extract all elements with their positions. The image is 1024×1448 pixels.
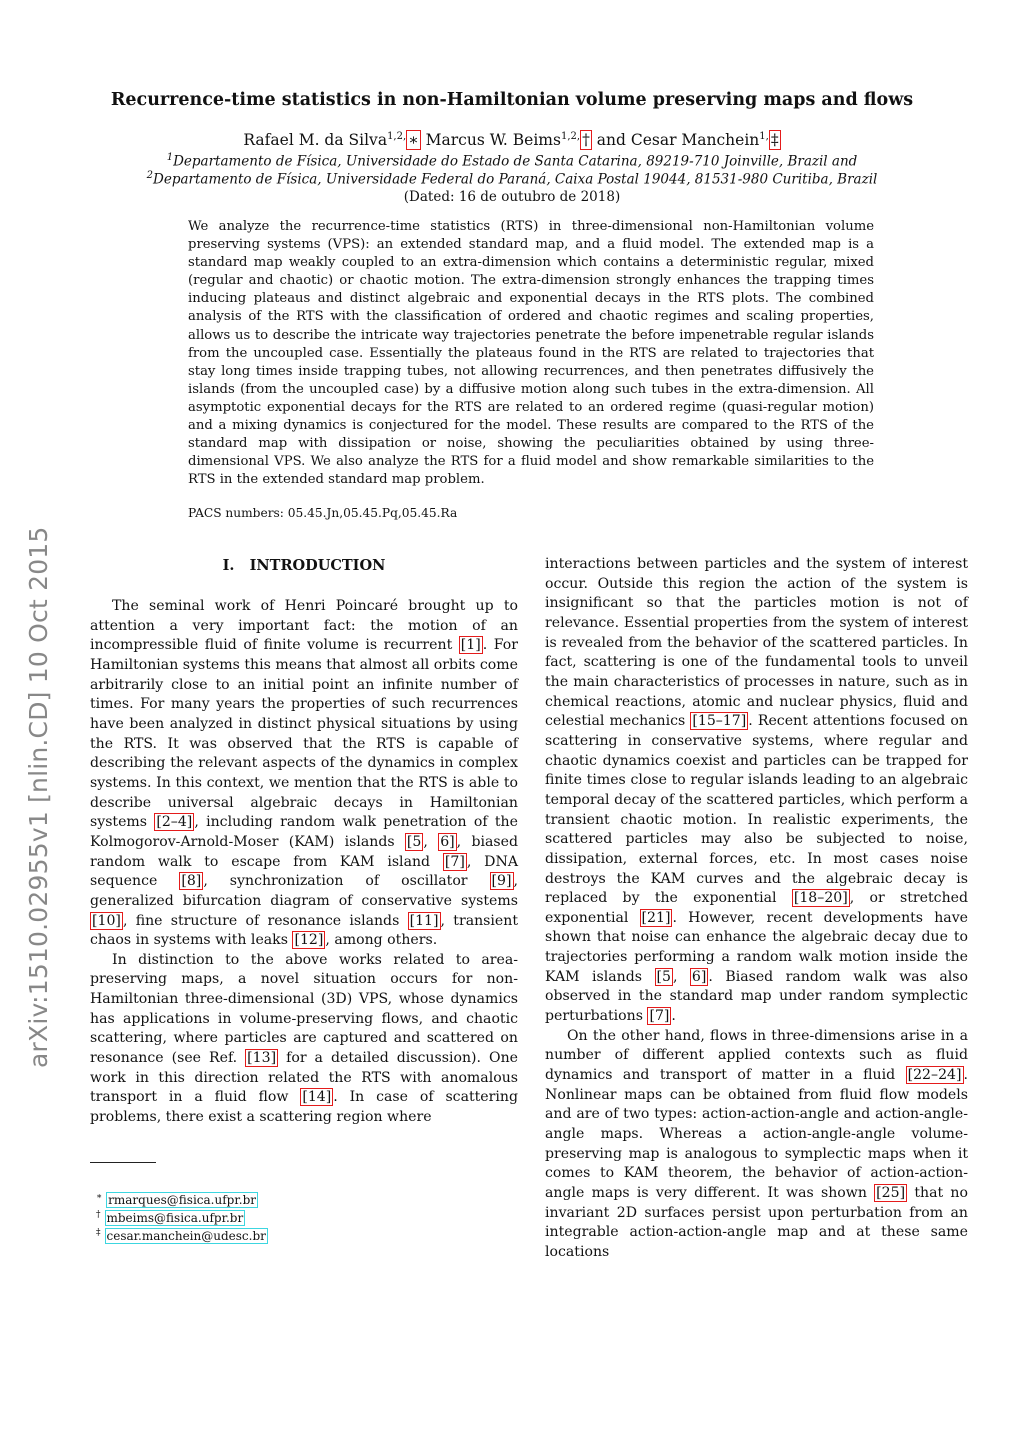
- citation-link[interactable]: [14]: [302, 1089, 332, 1106]
- citation-link[interactable]: [7]: [444, 853, 465, 870]
- citation-link[interactable]: [18–20]: [793, 890, 848, 907]
- citation-link[interactable]: [5: [656, 968, 671, 985]
- email-link[interactable]: rmarques@fisica.ufpr.br: [108, 1193, 256, 1207]
- arxiv-watermark: arXiv:1510.02955v1 [nlin.CD] 10 Oct 2015: [24, 526, 53, 1068]
- citation-link[interactable]: [11]: [409, 912, 439, 929]
- citation-link[interactable]: [25]: [876, 1185, 906, 1201]
- citation-link[interactable]: [7]: [649, 1008, 670, 1025]
- affiliation-text: Departamento de Física, Universidade Federal do Paraná, Caixa Postal 19044, 81531-980 Curitiba, Brazil: [153, 171, 878, 188]
- author-email-link[interactable]: †: [582, 131, 590, 150]
- author-affil-sup: 1,2,: [387, 131, 407, 142]
- footnote-mark: †: [96, 1210, 101, 1220]
- author-conjunction: and: [596, 131, 626, 150]
- date-line: (Dated: 16 de outubro de 2018): [403, 189, 621, 205]
- affiliation-number: 1: [166, 152, 174, 163]
- affiliation-text: Departamento de Física, Universidade do Estado de Santa Catarina, 89219-710 Joinville, Brazil and: [173, 153, 858, 170]
- affiliation-number: 2: [146, 170, 154, 181]
- section-heading: [90, 557, 518, 574]
- author-name: Cesar Manchein: [630, 131, 760, 150]
- left-column: [90, 597, 518, 1128]
- paragraph: On the other hand, flows in three-dimensions arise in a number of different applied contexts such as fluid dynamics and transport of matter in a fluid [22–24] . Nonlinear maps can be obtained from fluid flow models and are of two types: action-action-angle and action-angle-angle maps. Whereas a action-angle-angle volume-preserving map is analogous to symplectic maps when it comes to KAM theorem, the behavior of action-action-angle maps is very different. It was shown [25] that no invariant 2D surfaces persist upon perturbation from an integrable action-action-angle map and at these same locations: [545, 1027, 968, 1260]
- paragraph: interactions between particles and the system of interest occur. Outside this region the action of the system is insignificant so that the particles motion is not of relevance. Essential properties from the system of interest is revealed from the behavior of the scattered particles. In fact, scattering is one of the fundamental tools to unveil the main characteristics of processes in nature, such as in chemical reactions, atomic and nuclear physics, fluid and celestial mechanics [15–17] . Recent attentions focused on scattering in conservative systems, where regular and chaotic dynamics coexist and particles can be trapped for finite times close to regular islands leading to an algebraic temporal decay of the scattered particles, which perform a transient chaotic motion. In realistic experiments, the scattered particles may also be subjected to noise, dissipation, external forces, etc. In most cases noise destroys the KAM curves and the algebraic decay is replaced by the exponential [18–20] , or stretched exponential [21] . However, recent developments have shown that noise can enhance the algebraic decay due to trajectories performing a random walk motion inside the KAM islands [5 , 6] . Biased random walk was also observed in the standard map under random symplectic perturbations [7] .: [545, 556, 969, 1025]
- paragraph: The seminal work of Henri Poincaré brought up to attention a very important fact: the motion of an incompressible fluid of finite volume is recurrent [1] . For Hamiltonian systems this means that almost all orbits come arbitrarily close to an initial point an infinite number of times. For many years the properties of such recurrences have been analyzed in distinct physical situations by using the RTS. It was observed that the RTS is capable of describing the relevant aspects of the dynamics in complex systems. In this context, we mention that the RTS is able to describe universal algebraic decays in Hamiltonian systems [2–4] , including random walk penetration of the Kolmogorov-Arnold-Moser (KAM) islands [5 , 6] , biased random walk to escape from KAM island [7] , DNA sequence [8] , synchronization of oscillator [9] , generalized bifurcation diagram of conservative systems [10] , fine structure of resonance islands [11] , transient chaos in systems with leaks [12] , among others.: [90, 598, 518, 949]
- section-title: INTRODUCTION: [249, 557, 386, 574]
- footnote-rule: [90, 1162, 156, 1163]
- author-name: Rafael M. da Silva: [243, 131, 388, 150]
- section-number: I.: [222, 557, 235, 574]
- paragraph: In distinction to the above works related to area-preserving maps, a novel situation occurs for non-Hamiltonian three-dimensional (3D) VPS, whose dynamics has applications in volume-preserving flows, and chaotic scattering, where particles are captured and scattered on resonance (see Ref. [13] for a detailed discussion). One work in this direction related the RTS with anomalous transport in a fluid flow [14] . In case of scattering problems, there exist a scattering region where: [90, 951, 519, 1126]
- citation-link[interactable]: 6]: [440, 833, 455, 850]
- author-affil-sup: 1,2,: [560, 131, 581, 142]
- citation-link[interactable]: [1]: [460, 637, 481, 654]
- author-name: Marcus W. Beims: [425, 131, 561, 150]
- footnote: [96, 1192, 258, 1207]
- citation-link[interactable]: [2–4]: [156, 814, 193, 831]
- citation-link[interactable]: 6]: [691, 968, 707, 985]
- affiliation: [0, 170, 1024, 188]
- citation-link[interactable]: [22–24]: [907, 1067, 962, 1084]
- right-column: [545, 555, 968, 1263]
- citation-link[interactable]: [21]: [641, 909, 671, 926]
- citation-link[interactable]: [5: [406, 833, 422, 850]
- citation-link[interactable]: [10]: [92, 912, 121, 929]
- citation-link[interactable]: [12]: [294, 932, 324, 949]
- citation-link[interactable]: [8]: [181, 873, 202, 890]
- author-email-link[interactable]: ∗: [408, 131, 419, 150]
- footnote-mark: ‡: [96, 1228, 101, 1238]
- footnote: [96, 1228, 268, 1243]
- author-email-link[interactable]: ‡: [770, 131, 779, 150]
- abstract: We analyze the recurrence-time statistics (RTS) in three-dimensional non-Hamiltonian volume preserving systems (VPS): an extended standard map, and a fluid model. The extended map is a standard map weakly coupled to an extra-dimension which contains a deterministic regular, mixed (regular and chaotic) or chaotic motion. The extra-dimension strongly enhances the trapping times inducing plateaus and distinct algebraic and exponential decays in the RTS plots. The combined analysis of the RTS with the classification of ordered and chaotic regimes and scaling properties, allows us to describe the intricate way trajectories penetrate the before impenetrable regular islands from the uncoupled case. Essentially the plateaus found in the RTS are related to trajectories that stay long times inside trapping tubes, not allowing recurrences, and then penetrates diffusively the islands (from the uncoupled case) by a diffusive motion along such tubes in the extra-dimension. All asymptotic exponential decays for the RTS are related to an ordered regime (quasi-regular motion) and a mixing dynamics is conjectured for the model. These results are compared to the RTS of the standard map with dissipation or noise, showing the peculiarities obtained by using three-dimensional VPS. We also analyze the RTS for a fluid model and show remarkable similarities to the RTS in the extended standard map problem.: [188, 219, 874, 488]
- affiliation: [0, 152, 1024, 170]
- pacs-numbers: PACS numbers: 05.45.Jn,05.45.Pq,05.45.Ra: [188, 506, 458, 520]
- author-list: [0, 131, 1024, 149]
- paper-title: Recurrence-time statistics in non-Hamiltonian volume preserving maps and flows: [110, 90, 914, 110]
- citation-link[interactable]: [13]: [247, 1050, 277, 1067]
- email-link[interactable]: mbeims@fisica.ufpr.br: [106, 1211, 244, 1225]
- author-affil-sup: 1,: [759, 131, 769, 142]
- footnote: [96, 1210, 245, 1225]
- citation-link[interactable]: [9]: [491, 873, 512, 890]
- footnote-mark: ∗: [96, 1192, 103, 1202]
- email-link[interactable]: cesar.manchein@udesc.br: [106, 1229, 266, 1243]
- citation-link[interactable]: [15–17]: [692, 713, 747, 730]
